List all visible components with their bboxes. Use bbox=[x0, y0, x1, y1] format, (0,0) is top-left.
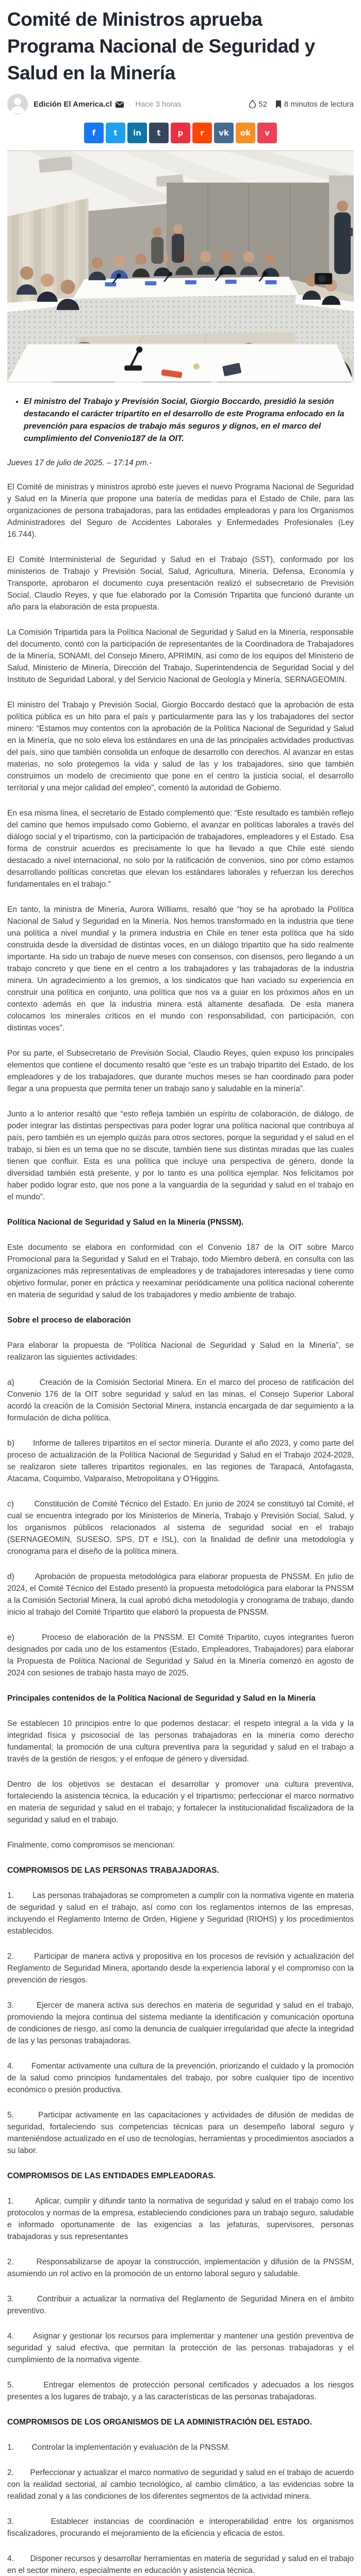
publish-time: Hace 3 horas bbox=[135, 99, 182, 109]
body-paragraph: 2. Responsabilizarse de apoyar la construcción, implementación y difusión de la PNSSM, asumiendo un rol activo en la promoción de un entorno laboral seguro y saludable. bbox=[7, 2258, 354, 2278]
body-paragraph: El Comité de ministras y ministros aprobó este jueves el nuevo Programa Nacional de Seguridad y Salud en la Minería que propone una batería de medidas para el Estado de Chile, para las organizaciones de persona trabajadoras, para las entidades empleadoras y para los Organismos Administradores del Seguro de Accidentes Laborales y Enfermedades Profesionales (Ley 16.744). bbox=[7, 483, 354, 539]
section-heading: Sobre el proceso de elaboración bbox=[7, 1316, 131, 1325]
avatar[interactable] bbox=[7, 94, 28, 114]
body-paragraph: Para elaborar la propuesta de “Política Nacional de Seguridad y Salud en la Minería”, se realizaron las siguientes actividades: bbox=[7, 1341, 354, 1362]
lead-bullet: • El ministro del Trabajo y Previsión Social, Giorgio Boccardo, presidió la sesión destacando el carácter tripartito en el desarrollo de este Programa enfocado en la prevención para espacios de trabajo más seguros y dignos, en el marco del cumplimiento del Convenio187 de la OIT. bbox=[24, 396, 354, 445]
body-paragraph: 5. Entregar elementos de protección personal certificados y adecuados a los riesgos presentes a los lugares de trabajo, y a las características de las personas trabajadoras. bbox=[7, 2381, 354, 2401]
body-paragraph: d) Aprobación de propuesta metodológica para elaborar propuesta de PNSSM. En julio de 2024, el Comité Técnico del Estado presentó la propuesta metodológica para elaborar la PNSSM a la Comisión Sectorial Minera, la cual aprobó dicha metodología y cronograma de trabajo, dando inicio al trabajo del Comité Tripartito que elaboró la propuesta de PNSSM. bbox=[7, 1572, 354, 1617]
section-heading: COMPROMISOS DE LAS PERSONAS TRABAJADORAS. bbox=[7, 1866, 219, 1875]
body-paragraph: Dentro de los objetivos se destacan el desarrollar y promover una cultura preventiva, fortaleciendo la asistencia técnica, la educación y el tripartismo; perfeccionar el marco normativo en materia de seguridad y salud en el trabajo; y fortalecer la institucionalidad fiscalizadora de la seguridad y salud en el trabajo. bbox=[7, 1780, 354, 1824]
pinterest-share-button[interactable]: p bbox=[171, 123, 190, 143]
body-paragraph: 1. Controlar la implementación y evaluación de la PNSSM. bbox=[7, 2443, 231, 2452]
views-count: 52 bbox=[258, 99, 267, 109]
vk-share-button[interactable]: vk bbox=[214, 123, 234, 143]
body-paragraph: 3. Contribuir a actualizar la normativa del Reglamento de Seguridad Minera en el ámbito preventivo. bbox=[7, 2295, 354, 2315]
body-paragraph: La Comisión Tripartida para la Política Nacional de Seguridad y Salud en la Minería, responsable del documento, contó con la participación de representantes de la Coordinadora de Trabajadores de la Minería, SONAMI, del Consejo Minero, APRIMIN, así como de los equipos del Ministerio de Salud, Ministerio de Minería, Dirección del Trabajo, Superintendencia de Seguridad Social y del Instituto de Seguridad Laboral, y del Servicio Nacional de Geología y Minería, SERNAGEOMIN. bbox=[7, 628, 354, 684]
body-paragraph: Se establecen 10 principios entre lo que podemos destacar: el respeto integral a la vida y la integridad física y psicosocial de las personas trabajadoras en la minería como derecho fundamental; la promoción de una cultura preventiva para la seguridad y salud en el trabajo a través de la gestión de riesgos; y el enfoque de género y diversidad. bbox=[7, 1719, 354, 1764]
tumblr-share-button[interactable]: t bbox=[149, 123, 169, 143]
section-heading: Política Nacional de Seguridad y Salud en la Minería (PNSSM). bbox=[7, 1218, 244, 1227]
section-heading: COMPROMISOS DE LAS ENTIDADES EMPLEADORAS. bbox=[7, 2172, 216, 2180]
meta-separator: · bbox=[128, 100, 131, 108]
body-paragraph: Junto a lo anterior resaltó que “esto refleja también un espíritu de colaboración, de diálogo, de poder integrar las distintas perspectivas para poder lograr una política nacional que contribuya al país, pero también es un ejemplo quizás para otros sectores, porque la seguridad y el salud en el trabajo, si bien es un tema que no se discute, también tiene sus distintas miradas que las cuales tienen que confluir. Esta es una política que incluye una perspectiva de género, donde la diversidad también está presente, y por lo tanto es una política ejemplar. Nos felicitamos por haber podido lograr esto, que nos pone a la vanguardia de la seguridad y salud en el trabajo en el mundo”. bbox=[7, 1110, 354, 1201]
views-group bbox=[249, 100, 267, 109]
body-paragraph: 1. Aplicar, cumplir y difundir tanto la normativa de seguridad y salud en el trabajo como los protocolos y normas de la empresa, estableciendo condiciones para un trabajo seguro, saludable e informado oportunamente de las exigencias a las jefaturas, supervisores, personas trabajadoras y sus representantes bbox=[7, 2197, 354, 2241]
body-paragraph: a) Creación de la Comisión Sectorial Minera. En el marco del proceso de ratificación del Convenio 176 de la OIT sobre seguridad y salud en las minas, el Consejo Superior Laboral acordó la creación de la Comisión Sectorial Minera, instancia encargada de dar seguimiento a la formulación de dicha política. bbox=[7, 1378, 354, 1422]
body-paragraph: 4. Asignar y gestionar los recursos para implementar y mantener una gestión preventiva de seguridad y salud efectiva, que permitan la protección de las personas trabajadoras y el cumplimiento de la normativa vigente. bbox=[7, 2332, 354, 2364]
body-paragraph: e) Proceso de elaboración de la PNSSM. El Comité Tripartito, cuyos integrantes fueron designados por cada uno de los estamentos (Estado, Empleadores, Trabajadores) para elaborar la Propuesta de Política Nacional de Seguridad y Salud en la Minería comenzó en agosto de 2024 con sesiones de trabajo hasta mayo de 2025. bbox=[7, 1633, 354, 1677]
person-icon bbox=[7, 94, 28, 114]
body-paragraph: Este documento se elabora en conformidad con el Convenio 187 de la OIT sobre Marco Promocional para la Seguridad y Salud en el Trabajo, todo Miembro deberá, en consulta con las organizaciones más representativas de empleadores y de trabajadores interesadas y tiene como objetivo formular, poner en práctica y reexaminar periódicamente una política nacional coherente en materia de seguridad y salud de los trabajadores y medio ambiente de trabajo. bbox=[7, 1243, 354, 1299]
twitter-share-button[interactable]: t bbox=[106, 123, 125, 143]
article-photo bbox=[7, 150, 354, 382]
read-time-group bbox=[275, 100, 354, 109]
body-paragraph: 3. Establecer instancias de coordinación e interoperabilidad entre los organismos fiscalizadores, procurando el mejoramiento de la eficiencia y eficacia de estos. bbox=[7, 2517, 354, 2538]
section-heading: COMPROMISOS DE LOS ORGANISMOS DE LA ADMINISTRACIÓN DEL ESTADO. bbox=[7, 2418, 312, 2427]
article-body bbox=[7, 481, 354, 2576]
email-icon[interactable] bbox=[116, 101, 124, 108]
lead-summary bbox=[7, 396, 354, 445]
body-paragraph: 3. Ejercer de manera activa sus derechos en materia de seguridad y salud en el trabajo, promoviendo la mejora continua del sistema mediante la identificación y comunicación oportuna de condiciones de riesgo, así como la denuncia de cualquier irregularidad que afecte la integridad de las y las personas trabajadoras. bbox=[7, 2001, 354, 2045]
article-stats bbox=[249, 100, 354, 109]
read-time: 8 minutos de lectura bbox=[284, 99, 354, 109]
flame-icon bbox=[249, 100, 256, 108]
body-paragraph: El Comité Interministerial de Seguridad y Salud en el Trabajo (SST), conformado por los ministerios de Trabajo y Previsión Social, Salud, Agricultura, Minería, Defensa, Economía y Transporte, aprobaron el documento cuya presentación realizó el subsecretario de Previsión Social, Claudio Reyes, y que fue elaborado por la Comisión Tripartita que funcionó durante un año para la elaboración de esta propuesta. bbox=[7, 555, 354, 612]
pocket-share-button[interactable]: v bbox=[257, 123, 277, 143]
body-paragraph: 2. Participar de manera activa y propositiva en los procesos de revisión y actualización del Reglamento de Seguridad Minera, aportando desde la experiencia laboral y el compromiso con la prevención de riesgos. bbox=[7, 1952, 354, 1985]
body-paragraph: Por su parte, el Subsecretario de Previsión Social, Claudio Reyes, quien expuso los principales elementos que contiene el documento resaltó que “este es un trabajo tripartito del Estado, de los empleadores y de los trabajadores, que durante muchos meses se han coordinado para poder llegar a una propuesta que permita tener un trabajo sano y saludable en la minería”. bbox=[7, 1049, 354, 1093]
odnoklassniki-share-button[interactable]: ok bbox=[236, 123, 255, 143]
bookmark-icon bbox=[275, 100, 282, 108]
body-paragraph: 5. Participar activamente en las capacitaciones y actividades de difusión de medidas de seguridad, fortaleciendo sus competencias técnicas para un desempeño laboral seguro y manteniéndose actualizado en el uso de tecnologías, herramientas y procedimientos asociados a su labor. bbox=[7, 2111, 354, 2155]
body-paragraph: b) Informe de talleres tripartitos en el sector minería. Durante el año 2023, y como parte del proceso de actualización de la Política Nacional de Seguridad y Salud en el Trabajo 2024-2028, se realizaron siete talleres tripartitos regionales, en las regiones de Tarapacá, Antofagasta, Atacama, Coquimbo, Valparaíso, Metropolitana y O’Higgins. bbox=[7, 1439, 354, 1483]
reddit-share-button[interactable]: r bbox=[192, 123, 212, 143]
body-paragraph: 4. Fomentar activamente una cultura de la prevención, priorizando el cuidado y la promoción de la salud como principios fundamentales del trabajo, por sobre cualquier tipo de incentivo económico o presión productiva. bbox=[7, 2062, 354, 2094]
article-meta bbox=[7, 94, 354, 114]
body-paragraph: 1. Las personas trabajadoras se comprometen a cumplir con la normativa vigente en materia de seguridad y salud en el trabajo, así como con los reglamentos internos de las empresas, incluyendo el Reglamento Interno de Orden, Higiene y Seguridad (RIOHS) y los procedimientos establecidos. bbox=[7, 1891, 354, 1936]
page-title: Comité de Ministros aprueba Programa Nacional de Seguridad y Salud en la Minería bbox=[7, 9, 315, 83]
body-paragraph: 2. Perfeccionar y actualizar el marco normativo de seguridad y salud en el trabajo de acuerdo con la realidad sectorial, al cambio tecnológico, al cambio climático, a las evidencias sobre la realidad zonal y a las condiciones de los diferentes segmentos de la actividad minera. bbox=[7, 2468, 354, 2501]
body-paragraph: En esa misma línea, el secretario de Estado complementó que: “Este resultado es también reflejo del camino que hemos impulsado como Gobierno, el avanzar en políticas laborales a través del diálogo social y el tripartismo, con la participación de trabajadores, empleadores y el Estado. Esa forma de construir acuerdos es precisamente lo que ha llevado a que Chile esté siendo destacado a nivel internacional, no solo por la ratificación de convenios, sino por cómo estamos desarrollando políticas concretas que elevan los estándares laborales y refuerzan los derechos fundamentales en el trabajo.” bbox=[7, 809, 354, 889]
dateline: Jueves 17 de julio de 2025. – 17:14 pm.- bbox=[7, 459, 152, 467]
body-paragraph: En tanto, la ministra de Minería, Aurora Williams, resaltó que “hoy se ha aprobado la Política Nacional de Salud y Seguridad en la Minería. Nos hemos transformado en la industria que tiene una política a nivel mundial y la primera industria en Chile en tener esta política que ha sido construida desde la diversidad de distintas voces, en un diálogo tripartito que ha sido realmente importante. Ha sido un trabajo de nueve meses con consensos, con disensos, pero llegando a un trabajo concreto y que tiene en el centro a los trabajadores y las trabajadoras de la industria minera. Un agradecimiento a los gremios, a los sindicatos que han vaciado su experiencia en construir una política en conjunto, una política que nos va a guiar en los próximos años en un contexto además en que la industria minera está altamente desafiada. De esta manera colocamos los minerales críticos en el mundo con responsabilidad, con participación, con distintas voces”. bbox=[7, 905, 354, 1032]
body-paragraph: El ministro del Trabajo y Previsión Social, Giorgio Boccardo destacó que la aprobación de esta política pública es un hito para el país y particularmente para las y los trabajadores del sector minero: “Estamos muy contentos con la aprobación de la Política Nacional de Seguridad y Salud en la Minería, que no solo eleva los estándares en una de las principales actividades productivas del país, sino que también consolida un enfoque de desarrollo con derechos. Al avanzar en estas materias, no solo protegemos la vida y salud de las y los trabajadores, sino que también construimos un modelo de crecimiento que pone en el centro la justicia social, el desarrollo territorial y una mejor calidad del empleo”, comentó la autoridad de Gobierno. bbox=[7, 701, 354, 792]
author-link[interactable]: Edición El America.cl bbox=[34, 99, 112, 109]
body-paragraph: c) Constitución de Comité Técnico del Estado. En junio de 2024 se constituyó tal Comité, el cual se encuentra integrado por los Ministerios de Minería, Trabajo y Previsión Social, Salud, y los organismos públicos relacionados al sistema de seguridad social en el trabajo (SERNAGEOMIN, SUSESO, SPS, DT e ISL), con la finalidad de definir una metodología y cronograma para el diseño de la política minera. bbox=[7, 1500, 354, 1556]
facebook-share-button[interactable]: f bbox=[84, 123, 104, 143]
share-buttons bbox=[7, 123, 354, 143]
body-paragraph: 4. Disponer recursos y desarrollar herramientas en materia de seguridad y salud en el trabajo en el sector minero, especialmente en educación y asistencia técnica. bbox=[7, 2554, 354, 2575]
meeting-room-illustration bbox=[7, 150, 354, 382]
body-paragraph: Finalmente, como compromisos se mencionan: bbox=[7, 1841, 175, 1850]
linkedin-share-button[interactable]: in bbox=[127, 123, 147, 143]
section-heading: Principales contenidos de la Política Nacional de Seguridad y Salud en la Minería bbox=[7, 1694, 316, 1703]
